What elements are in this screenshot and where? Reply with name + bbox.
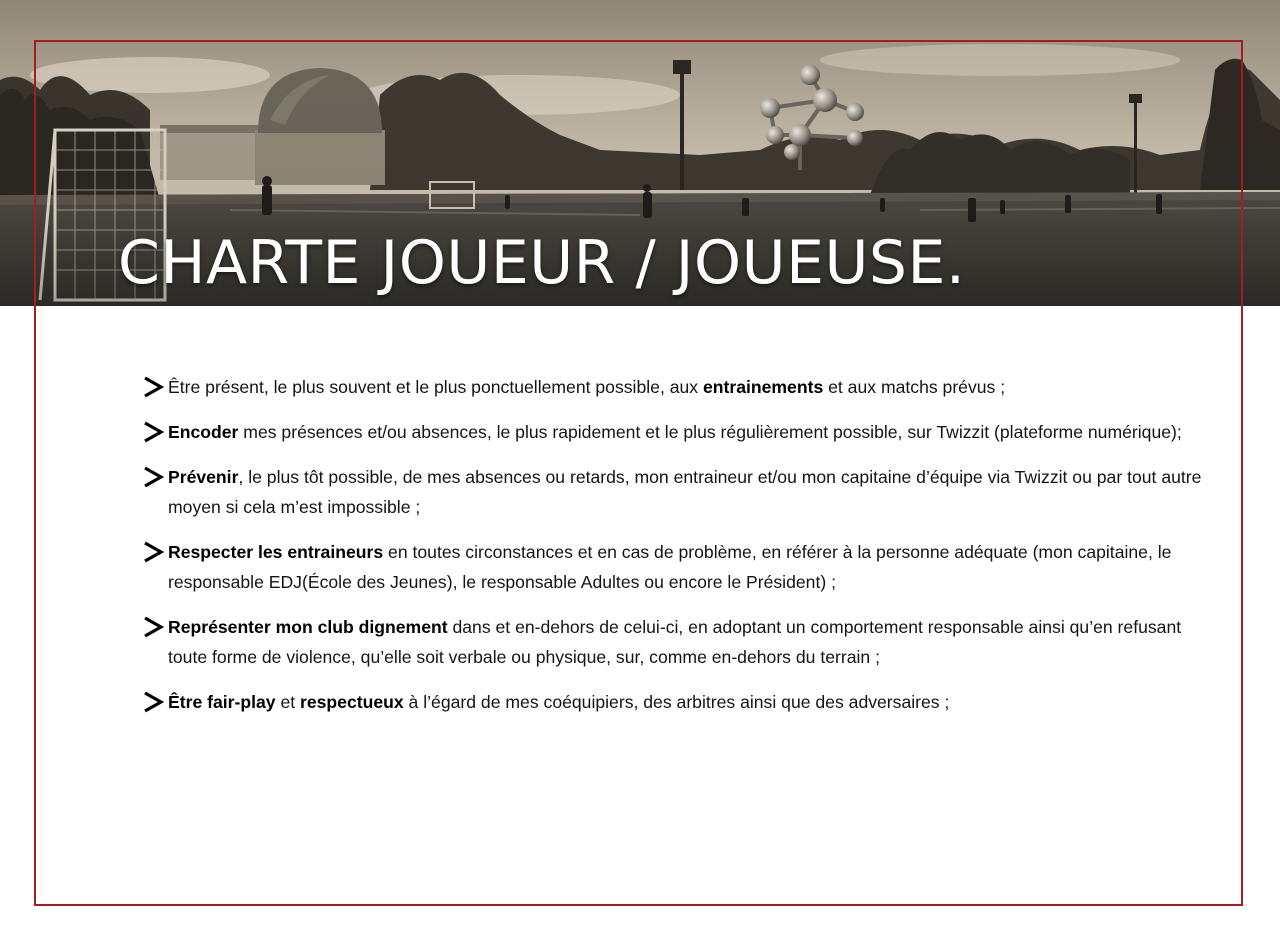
- emphasis: Être fair-play: [168, 692, 276, 712]
- list-item-text: Représenter mon club dignement dans et en-dehors de celui-ci, en adoptant un comportement responsable ainsi qu’en refusant toute forme de violence, qu’elle soit verbale ou physique, sur, comme en-dehors du terrain ;: [168, 617, 1182, 667]
- list-item: [142, 612, 1222, 672]
- list-item-text: Respecter les entraineurs en toutes circonstances et en cas de problème, en référer à la personne adéquate (mon capitaine, le responsable EDJ(École des Jeunes), le responsable Adultes ou encore le Président) ;: [168, 542, 1172, 592]
- chevron-right-icon: [142, 462, 168, 492]
- chevron-right-icon: [142, 372, 168, 402]
- chevron-right-icon: [142, 687, 168, 717]
- page-title: CHARTE JOUEUR / JOUEUSE.: [118, 228, 966, 298]
- chevron-right-icon: [142, 537, 168, 567]
- chevron-right-icon: [142, 417, 168, 447]
- emphasis: entrainements: [702, 377, 824, 397]
- chevron-right-icon: [142, 612, 168, 642]
- list-item: [142, 462, 1222, 522]
- list-item-text: Être fair-play et respectueux à l’égard de mes coéquipiers, des arbitres ainsi que des adversaires ;: [168, 692, 950, 712]
- emphasis: Respecter les entraineurs: [168, 542, 384, 562]
- list-item-text: Prévenir, le plus tôt possible, de mes absences ou retards, mon entraineur et/ou mon capitaine d’équipe via Twizzit ou par tout autre moyen si cela m’est impossible ;: [168, 467, 1202, 517]
- emphasis: respectueux: [300, 692, 404, 712]
- list-item-text: Encoder mes présences et/ou absences, le plus rapidement et le plus régulièrement possible, sur Twizzit (plateforme numérique);: [168, 422, 1182, 442]
- emphasis: Encoder: [168, 422, 239, 442]
- list-item: [142, 372, 1222, 402]
- emphasis: Représenter mon club dignement: [168, 617, 448, 637]
- rules-list: [142, 372, 1222, 732]
- header-banner: [0, 0, 1280, 306]
- emphasis: Prévenir: [168, 467, 239, 487]
- list-item: [142, 687, 1222, 717]
- list-item: [142, 417, 1222, 447]
- list-item: [142, 537, 1222, 597]
- list-item-text: Être présent, le plus souvent et le plus ponctuellement possible, aux entrainements et aux matchs prévus ;: [168, 377, 1006, 397]
